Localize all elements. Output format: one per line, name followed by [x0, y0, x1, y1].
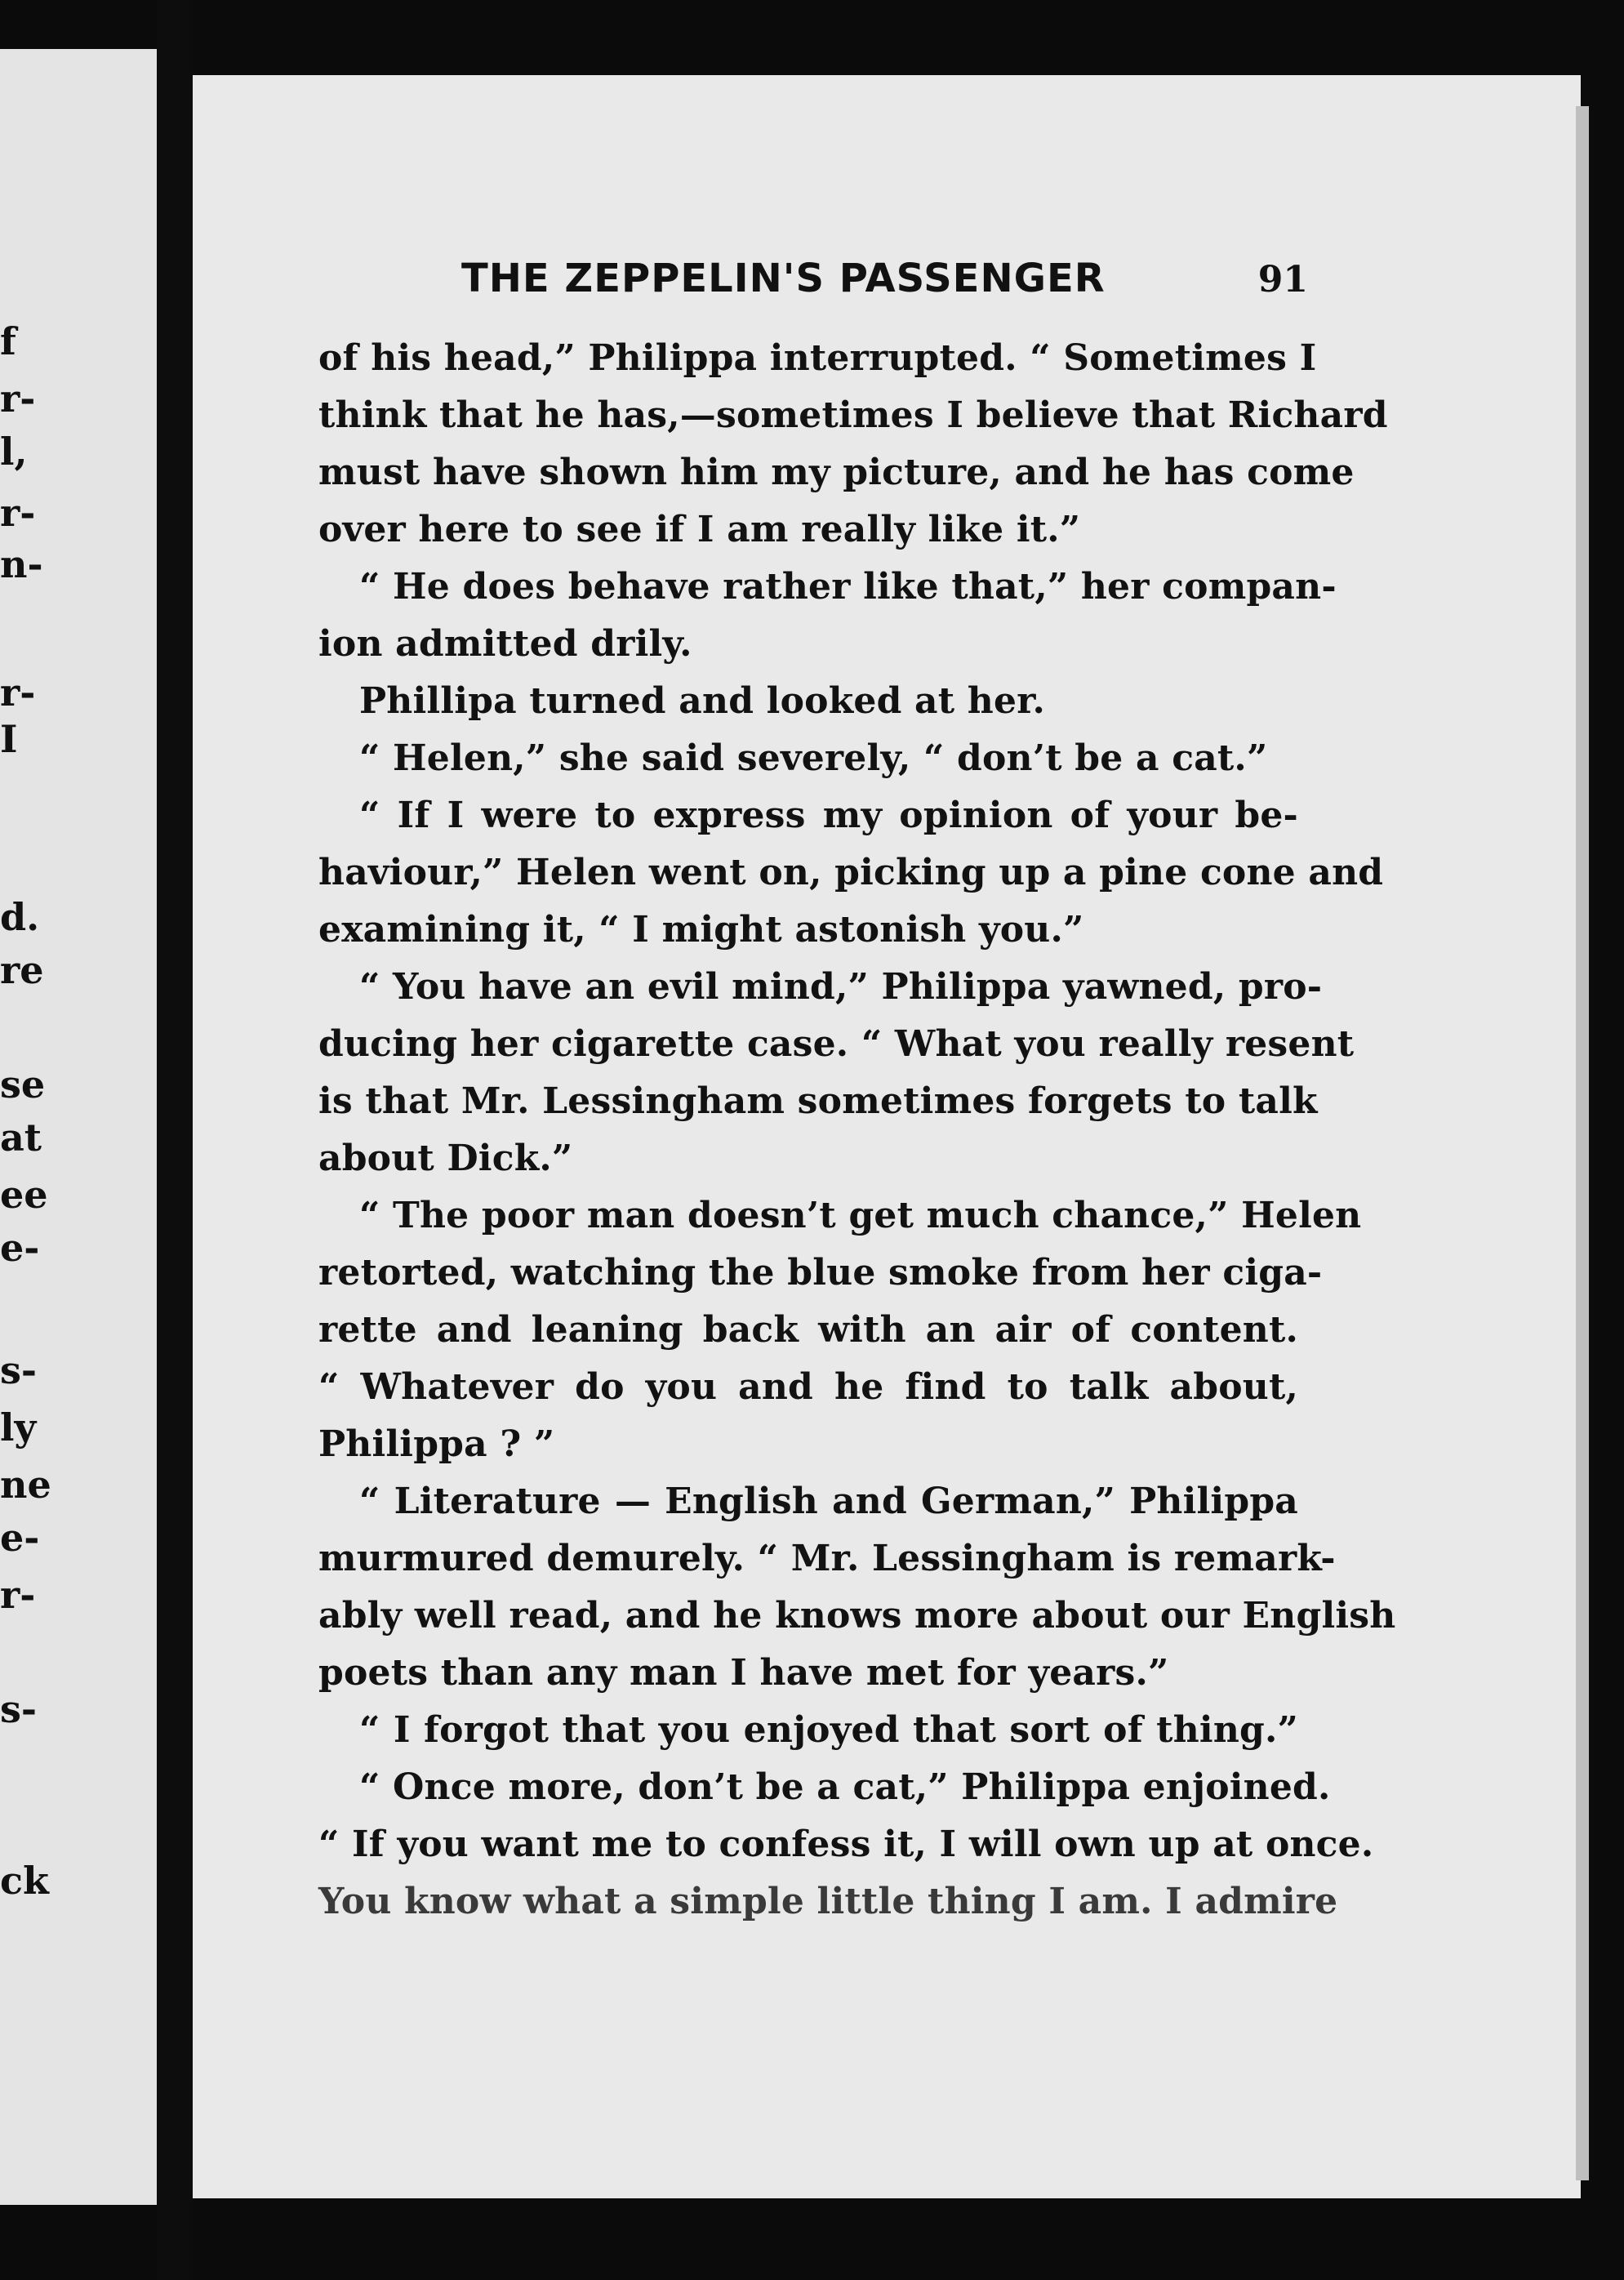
text-line: “ I forgot that you enjoyed that sort of thing.”	[359, 1709, 1298, 1751]
left-page-fragment: l,	[0, 430, 28, 474]
text-line: “ Once more, don’t be a cat,” Philippa enjoined.	[359, 1766, 1331, 1808]
text-line: “ Literature — English and German,” Philippa	[359, 1481, 1298, 1522]
left-page-fragment: s-	[0, 1348, 37, 1392]
text-line: “ You have an evil mind,” Philippa yawned, pro-	[359, 966, 1323, 1008]
left-page-fragment: se	[0, 1062, 46, 1107]
text-line: You know what a simple little thing I am. I admire	[318, 1881, 1338, 1922]
left-page-fragment: r-	[0, 376, 36, 421]
left-page-fragment: ne	[0, 1463, 51, 1507]
running-head	[461, 256, 1308, 301]
left-page-fragment: e-	[0, 1516, 40, 1560]
text-line: “ Whatever do you and he find to talk about,	[318, 1366, 1298, 1408]
text-line: “ Helen,” she said severely, “ don’t be a cat.”	[359, 737, 1268, 779]
left-page-fragment: r-	[0, 491, 36, 535]
text-line: Philippa ? ”	[318, 1423, 555, 1465]
left-page-fragment: n-	[0, 542, 43, 586]
text-line: ion admitted drily.	[318, 623, 692, 665]
text-line: of his head,” Philippa interrupted. “ Sometimes I	[318, 337, 1317, 379]
page-edge	[1576, 106, 1589, 2180]
text-line: think that he has,—sometimes I believe that Richard	[318, 394, 1388, 436]
left-page-fragment: r-	[0, 1573, 36, 1617]
text-line: “ If I were to express my opinion of your be-	[359, 795, 1298, 836]
body-text	[318, 330, 1396, 1930]
running-head-title: THE ZEPPELIN'S PASSENGER	[461, 256, 1106, 301]
left-page-fragment: re	[0, 948, 44, 992]
text-line: about Dick.”	[318, 1138, 573, 1179]
text-line: rette and leaning back with an air of content.	[318, 1309, 1298, 1351]
text-line: “ If you want me to confess it, I will own up at once.	[318, 1824, 1374, 1865]
left-page-fragment: ck	[0, 1859, 49, 1903]
book-spine	[157, 0, 193, 2280]
text-line: “ He does behave rather like that,” her compan-	[359, 566, 1337, 608]
left-page-fragment: ly	[0, 1405, 37, 1449]
text-line: ably well read, and he knows more about our English	[318, 1595, 1396, 1637]
left-page-fragment: at	[0, 1116, 42, 1160]
text-line: ducing her cigarette case. “ What you really resent	[318, 1023, 1355, 1065]
page-number: 91	[1257, 259, 1308, 301]
text-line: haviour,” Helen went on, picking up a pine cone and	[318, 852, 1384, 893]
text-line: over here to see if I am really like it.”	[318, 509, 1081, 550]
left-page-fragment: s-	[0, 1687, 37, 1731]
left-page-fragment: I	[0, 717, 18, 761]
left-page-fragment: f	[0, 319, 16, 363]
text-line: murmured demurely. “ Mr. Lessingham is remark-	[318, 1538, 1336, 1579]
text-line: poets than any man I have met for years.”	[318, 1652, 1169, 1694]
text-line: Phillipa turned and looked at her.	[359, 680, 1046, 722]
text-line: is that Mr. Lessingham sometimes forgets to talk	[318, 1080, 1318, 1122]
text-line: examining it, “ I might astonish you.”	[318, 909, 1084, 951]
left-page-fragment: ee	[0, 1173, 48, 1217]
text-line: “ The poor man doesn’t get much chance,” Helen	[359, 1195, 1362, 1236]
left-page-fragment: e-	[0, 1226, 40, 1270]
left-page-fragment: r-	[0, 670, 36, 715]
text-line: retorted, watching the blue smoke from her ciga-	[318, 1252, 1323, 1294]
left-page-fragment: d.	[0, 895, 40, 939]
text-line: must have shown him my picture, and he has come	[318, 452, 1355, 493]
